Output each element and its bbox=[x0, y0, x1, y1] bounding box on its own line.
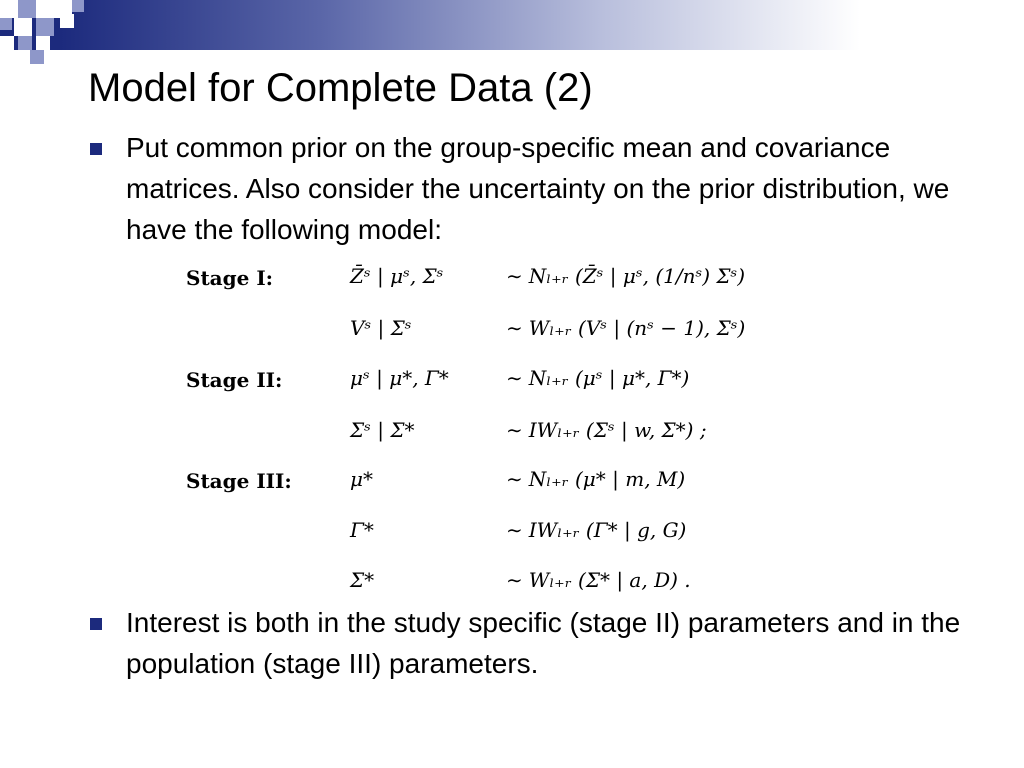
equation-lhs: Σˢ | Σ* bbox=[350, 418, 415, 442]
bullet-marker bbox=[90, 143, 102, 155]
bullet-text-2: Interest is both in the study specific (stage II) parameters and in the population (stage III) parameters. bbox=[126, 607, 961, 679]
equation-rhs: ∼ Nₗ₊ᵣ (Z̄ˢ | μˢ, (1/nˢ) Σˢ) bbox=[506, 264, 746, 288]
equation-rhs: ∼ IWₗ₊ᵣ (Σˢ | w, Σ*) ; bbox=[506, 418, 707, 442]
equation-rhs: ∼ Wₗ₊ᵣ (Σ* | a, D) . bbox=[506, 568, 691, 592]
equation-lhs: Vˢ | Σˢ bbox=[350, 316, 412, 340]
header-gradient-bar bbox=[0, 0, 1024, 50]
equation-lhs: Γ* bbox=[350, 518, 374, 542]
bullet-marker bbox=[90, 618, 102, 630]
stage-label-1: Stage I: bbox=[186, 266, 274, 290]
equation-lhs: μ* bbox=[350, 467, 373, 491]
equation-rhs: ∼ Wₗ₊ᵣ (Vˢ | (nˢ − 1), Σˢ) bbox=[506, 316, 746, 340]
equation-lhs: Σ* bbox=[350, 568, 375, 592]
bullet-text-1: Put common prior on the group-specific mean and covariance matrices. Also consider the uncertainty on the prior distribution, we have the following model: bbox=[126, 132, 950, 245]
equation-lhs: Z̄ˢ | μˢ, Σˢ bbox=[350, 264, 444, 288]
equation-lhs: μˢ | μ*, Γ* bbox=[350, 366, 449, 390]
equation-rhs: ∼ IWₗ₊ᵣ (Γ* | g, G) bbox=[506, 518, 687, 542]
stage-label-3: Stage III: bbox=[186, 469, 292, 493]
equation-rhs: ∼ Nₗ₊ᵣ (μ* | m, M) bbox=[506, 467, 686, 491]
slide-title: Model for Complete Data (2) bbox=[88, 66, 593, 110]
stage-label-2: Stage II: bbox=[186, 368, 283, 392]
equation-rhs: ∼ Nₗ₊ᵣ (μˢ | μ*, Γ*) bbox=[506, 366, 690, 390]
